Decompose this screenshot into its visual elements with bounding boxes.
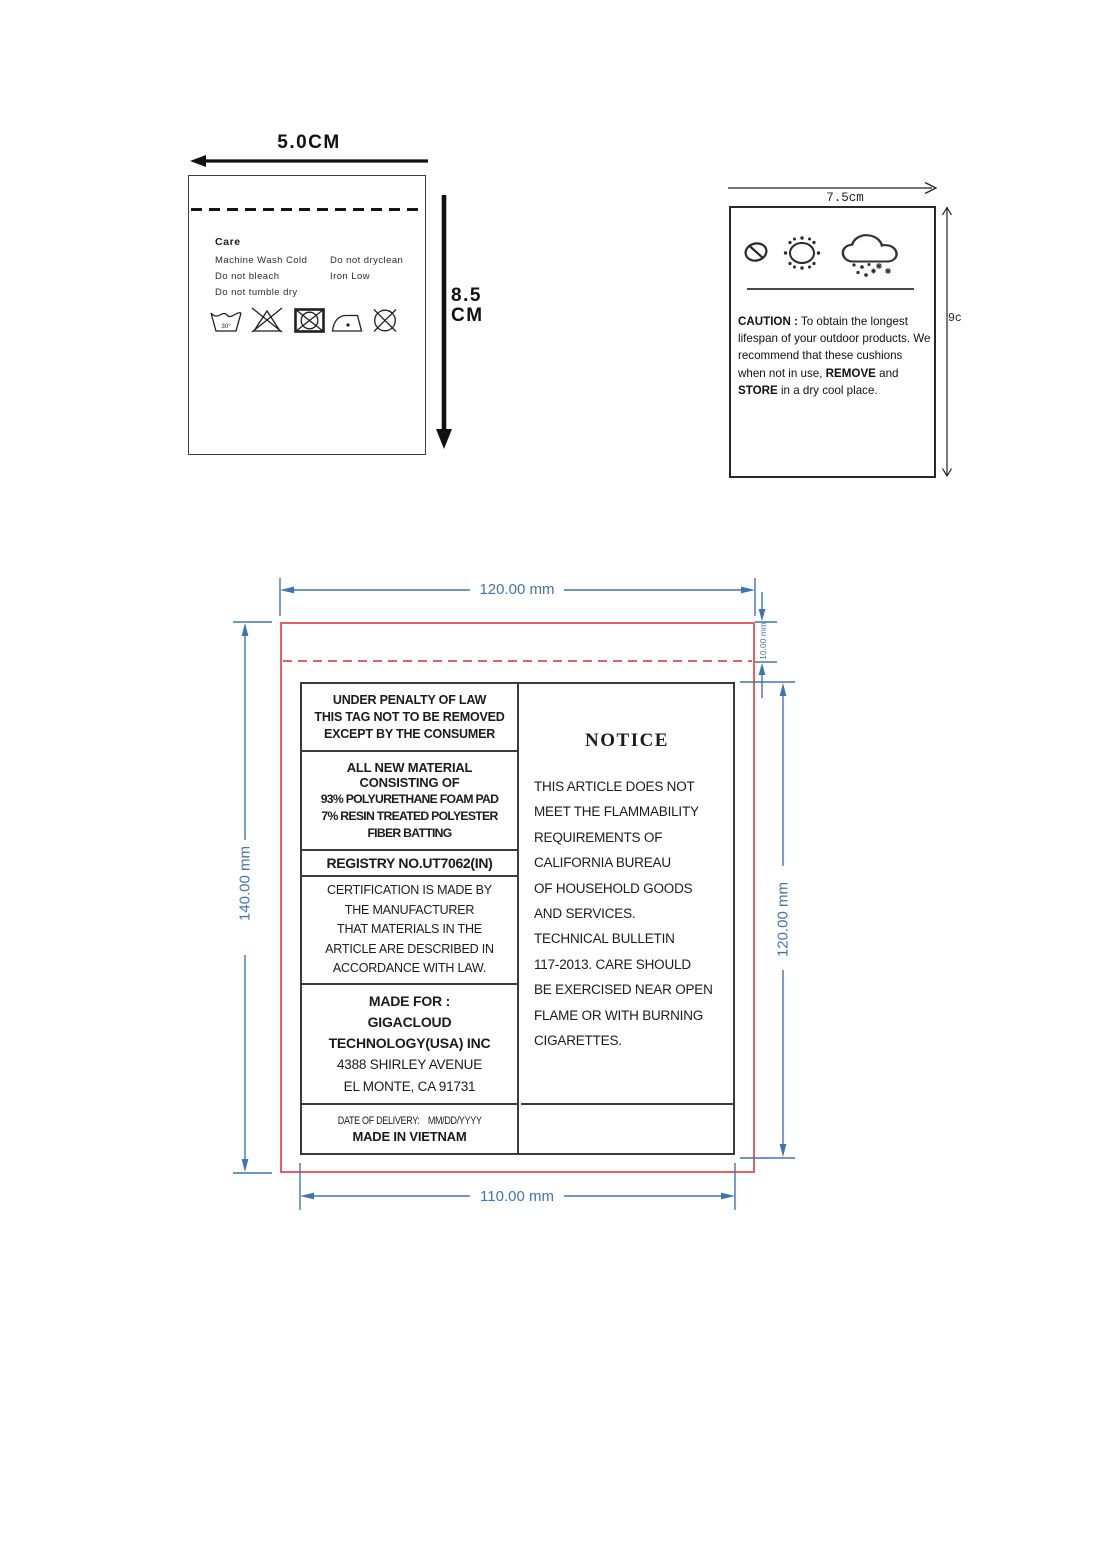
- dim-left-text: 140.00 mm: [236, 845, 254, 922]
- delivery-value: MM/DD/YYYY: [427, 1114, 482, 1127]
- made-for-section: MADE FOR : GIGACLOUD TECHNOLOGY(USA) INC 4388 SHIRLEY AVENUE EL MONTE, CA 91731: [302, 985, 517, 1105]
- caution-width-dimension-text: 7.5cm: [826, 191, 864, 205]
- care-height-dimension-text: 8.5: [451, 285, 482, 306]
- wash-30-icon: [211, 313, 241, 331]
- made-in-text: MADE IN VIETNAM: [352, 1128, 467, 1144]
- certification-section: CERTIFICATION IS MADE BY THE MANUFACTURER THAT MATERIALS IN THE ARTICLE ARE DESCRIBED IN ACCORDANCE WITH LAW.: [302, 877, 517, 985]
- store-word: STORE: [738, 383, 778, 397]
- care-symbols: [210, 305, 410, 339]
- wash-temp-text: 30°: [221, 323, 231, 330]
- care-height-dimension-text: CM: [451, 305, 484, 326]
- empty-cell: [521, 1105, 733, 1153]
- caution-height-dimension-text: 9c: [948, 312, 962, 325]
- care-instruction: Do not tumble dry: [215, 287, 298, 298]
- do-not-dryclean-icon: [374, 310, 396, 332]
- snow-cloud-icon: [843, 235, 897, 277]
- caution-divider: [747, 288, 914, 290]
- notice-title: NOTICE: [585, 730, 669, 751]
- no-sign-icon: [744, 241, 768, 263]
- caution-height-arrow: [938, 202, 956, 484]
- care-title: Care: [215, 236, 241, 248]
- do-not-bleach-icon: [252, 308, 282, 332]
- law-left-column: [302, 684, 519, 1153]
- delivery-label: DATE OF DELIVERY:: [337, 1114, 420, 1127]
- caution-word: CAUTION :: [738, 315, 798, 328]
- material-section: ALL NEW MATERIAL CONSISTING OF 93% POLYURETHANE FOAM PAD 7% RESIN TREATED POLYESTER FIBER BATTING: [302, 752, 517, 851]
- caution-icons: [741, 231, 909, 281]
- dim-fold-text: 10.00 mm: [758, 622, 768, 660]
- sun-icon: [784, 236, 820, 269]
- care-instruction: Iron Low: [330, 271, 371, 282]
- caution-text: CAUTION : To obtain the longest lifespan of your outdoor products. We recommend that these cushions when not in use, REMOVE and STORE in a dry cool place.: [738, 315, 931, 397]
- law-right-column: [521, 684, 733, 1153]
- care-fold-line: [191, 208, 424, 211]
- care-instruction: Do not bleach: [215, 271, 280, 282]
- care-width-dimension-text: 5.0CM: [277, 132, 341, 153]
- care-instruction: Do not dryclean: [330, 255, 404, 266]
- law-label-table: [300, 682, 735, 1155]
- iron-low-icon: [333, 316, 362, 332]
- dim-bottom-text: 110.00 mm: [480, 1188, 554, 1205]
- care-width-arrow: [188, 152, 432, 170]
- remove-word: REMOVE: [825, 366, 876, 380]
- notice-section: NOTICE THIS ARTICLE DOES NOT MEET THE FLAMMABILITY REQUIREMENTS OF CALIFORNIA BUREAU OF HOUSEHOLD GOODS AND SERVICES. TECHNICAL BULLETIN 117-2013. CARE SHOULD BE EXERCISED NEAR OPEN FLAME OR WITH BURNING CIGARETTES.: [521, 684, 733, 1105]
- penalty-section: UNDER PENALTY OF LAW THIS TAG NOT TO BE REMOVED EXCEPT BY THE CONSUMER: [302, 684, 517, 752]
- delivery-section: [302, 1105, 517, 1153]
- care-instruction: Machine Wash Cold: [215, 255, 308, 266]
- do-not-tumble-dry-icon: [296, 310, 324, 332]
- dim-top-text: 120.00 mm: [479, 581, 555, 598]
- registry-section: REGISTRY NO.UT7062(IN): [302, 851, 517, 877]
- dim-right-text: 120.00 mm: [774, 881, 792, 958]
